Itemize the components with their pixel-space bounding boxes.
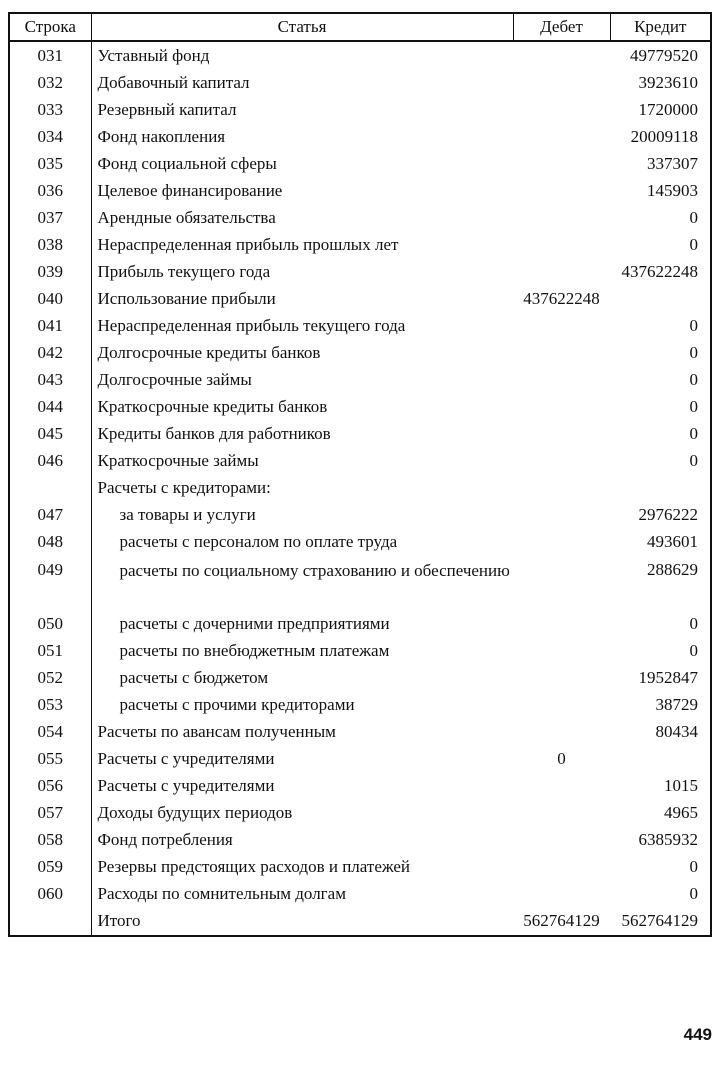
row-item: Нераспределенная прибыль прошлых лет <box>97 234 399 254</box>
row-credit: 0 <box>689 234 698 254</box>
total-credit: 562764129 <box>621 911 698 930</box>
row-credit <box>610 285 710 312</box>
ledger-table <box>10 14 710 935</box>
row-debit <box>513 41 610 69</box>
row-code: 055 <box>10 745 91 772</box>
row-credit: 337307 <box>647 153 698 173</box>
table-total-row <box>10 907 710 935</box>
row-debit <box>513 555 610 610</box>
row-code: 054 <box>10 718 91 745</box>
row-credit: 288629 <box>647 560 698 579</box>
ledger-sheet <box>8 12 712 937</box>
table-row <box>10 231 710 258</box>
row-debit <box>513 691 610 718</box>
row-item: расчеты с бюджетом <box>119 667 269 687</box>
row-code: 031 <box>10 41 91 69</box>
row-debit <box>513 853 610 880</box>
table-row <box>10 691 710 718</box>
row-item: Долгосрочные займы <box>97 369 252 389</box>
row-credit: 20009118 <box>630 126 698 146</box>
row-item: расчеты по социальному страхованию и обеспечению <box>119 561 510 580</box>
row-debit <box>513 204 610 231</box>
row-code: 039 <box>10 258 91 285</box>
table-row <box>10 745 710 772</box>
page-number: 449 <box>683 1025 712 1044</box>
row-credit: 2976222 <box>638 504 698 524</box>
table-row <box>10 366 710 393</box>
row-debit <box>513 420 610 447</box>
row-credit: 80434 <box>655 721 698 741</box>
row-debit <box>513 637 610 664</box>
row-code: 058 <box>10 826 91 853</box>
row-item: расчеты по внебюджетным платежам <box>119 640 390 660</box>
table-row <box>10 96 710 123</box>
row-code: 042 <box>10 339 91 366</box>
row-item: расчеты с дочерними предприятиями <box>119 613 390 633</box>
table-row <box>10 312 710 339</box>
table-row <box>10 880 710 907</box>
row-item: Расчеты с учредителями <box>97 775 275 795</box>
row-item: Расчеты по авансам полученным <box>97 721 336 741</box>
row-debit <box>513 258 610 285</box>
row-credit: 1015 <box>664 775 698 795</box>
row-credit: 0 <box>689 207 698 227</box>
row-credit: 437622248 <box>621 261 698 281</box>
row-credit: 0 <box>689 342 698 362</box>
table-row <box>10 799 710 826</box>
row-item: Фонд социальной сферы <box>97 153 277 173</box>
row-code: 041 <box>10 312 91 339</box>
row-debit <box>513 366 610 393</box>
row-debit <box>513 474 610 501</box>
row-debit <box>513 177 610 204</box>
row-debit <box>513 799 610 826</box>
row-credit: 0 <box>689 423 698 443</box>
row-credit: 0 <box>689 450 698 470</box>
row-item: Арендные обязательства <box>97 207 276 227</box>
row-credit: 0 <box>689 396 698 416</box>
table-row <box>10 853 710 880</box>
row-debit <box>513 528 610 555</box>
row-code: 036 <box>10 177 91 204</box>
row-item: Целевое финансирование <box>97 180 283 200</box>
table-row <box>10 718 710 745</box>
row-item: Использование прибыли <box>97 288 276 308</box>
table-row <box>10 69 710 96</box>
row-code: 043 <box>10 366 91 393</box>
total-debit: 562764129 <box>523 911 600 930</box>
table-header-row <box>10 14 710 41</box>
table-row <box>10 285 710 312</box>
row-credit: 0 <box>689 856 698 876</box>
row-debit <box>513 501 610 528</box>
row-debit <box>513 150 610 177</box>
row-code: 034 <box>10 123 91 150</box>
row-code <box>10 474 91 501</box>
total-code <box>10 907 91 935</box>
row-debit <box>513 393 610 420</box>
table-row <box>10 528 710 555</box>
table-body <box>10 41 710 935</box>
table-row <box>10 772 710 799</box>
row-item: Фонд потребления <box>97 829 233 849</box>
row-debit <box>513 772 610 799</box>
table-row <box>10 610 710 637</box>
row-item: Долгосрочные кредиты банков <box>97 342 321 362</box>
row-code: 059 <box>10 853 91 880</box>
row-item: Резервы предстоящих расходов и платежей <box>97 856 411 876</box>
row-code: 040 <box>10 285 91 312</box>
row-code: 045 <box>10 420 91 447</box>
row-credit: 6385932 <box>638 829 698 849</box>
table-row <box>10 637 710 664</box>
row-code: 044 <box>10 393 91 420</box>
table-row <box>10 501 710 528</box>
row-code: 049 <box>10 555 91 610</box>
row-item: расчеты с персоналом по оплате труда <box>119 531 398 551</box>
row-code: 038 <box>10 231 91 258</box>
row-credit: 0 <box>689 883 698 903</box>
row-item: Прибыль текущего года <box>97 261 271 281</box>
table-row <box>10 123 710 150</box>
table-row <box>10 555 710 610</box>
row-credit: 0 <box>689 315 698 335</box>
row-debit <box>513 880 610 907</box>
row-code: 056 <box>10 772 91 799</box>
row-credit: 0 <box>689 640 698 660</box>
header-code: Строка <box>10 14 91 41</box>
row-code: 060 <box>10 880 91 907</box>
row-debit <box>513 231 610 258</box>
total-label: Итого <box>97 911 141 930</box>
row-item: Резервный капитал <box>97 99 237 119</box>
row-item: Краткосрочные займы <box>97 450 259 470</box>
row-item: Нераспределенная прибыль текущего года <box>97 315 406 335</box>
row-code: 051 <box>10 637 91 664</box>
row-item: Добавочный капитал <box>97 72 250 92</box>
row-code: 035 <box>10 150 91 177</box>
header-item: Статья <box>91 14 513 41</box>
row-credit: 3923610 <box>638 72 698 92</box>
row-credit: 38729 <box>655 694 698 714</box>
row-code: 050 <box>10 610 91 637</box>
row-debit: 0 <box>557 748 566 768</box>
row-code: 046 <box>10 447 91 474</box>
row-debit <box>513 664 610 691</box>
header-debit: Дебет <box>513 14 610 41</box>
row-debit <box>513 123 610 150</box>
row-credit: 145903 <box>647 180 698 200</box>
table-row <box>10 258 710 285</box>
table-row <box>10 420 710 447</box>
row-code: 048 <box>10 528 91 555</box>
row-credit: 4965 <box>664 802 698 822</box>
row-debit <box>513 826 610 853</box>
row-credit <box>610 474 710 501</box>
row-code: 033 <box>10 96 91 123</box>
table-row <box>10 41 710 69</box>
row-credit: 0 <box>689 369 698 389</box>
row-credit: 49779520 <box>630 45 698 65</box>
table-row <box>10 664 710 691</box>
row-code: 053 <box>10 691 91 718</box>
row-code: 047 <box>10 501 91 528</box>
table-row <box>10 204 710 231</box>
row-debit <box>513 339 610 366</box>
row-item: за товары и услуги <box>119 504 256 524</box>
row-credit: 493601 <box>647 531 698 551</box>
row-item: Доходы будущих периодов <box>97 802 293 822</box>
header-credit: Кредит <box>610 14 710 41</box>
row-debit <box>513 312 610 339</box>
row-item: Расчеты с учредителями <box>97 748 275 768</box>
table-row <box>10 150 710 177</box>
row-debit <box>513 610 610 637</box>
row-debit <box>513 69 610 96</box>
row-credit <box>610 745 710 772</box>
row-debit <box>513 718 610 745</box>
row-debit: 437622248 <box>523 288 600 308</box>
row-item: расчеты с прочими кредиторами <box>119 694 355 714</box>
table-row <box>10 474 710 501</box>
table-row <box>10 339 710 366</box>
row-code: 052 <box>10 664 91 691</box>
row-code: 032 <box>10 69 91 96</box>
row-credit: 1952847 <box>638 667 698 687</box>
row-credit: 0 <box>689 613 698 633</box>
row-debit <box>513 96 610 123</box>
row-item: Уставный фонд <box>97 45 210 65</box>
row-code: 037 <box>10 204 91 231</box>
table-row <box>10 393 710 420</box>
row-item: Расходы по сомнительным долгам <box>97 883 346 903</box>
table-row <box>10 177 710 204</box>
row-item: Кредиты банков для работников <box>97 423 331 443</box>
row-debit <box>513 447 610 474</box>
table-row <box>10 447 710 474</box>
row-item: Расчеты с кредиторами: <box>97 477 271 497</box>
row-code: 057 <box>10 799 91 826</box>
row-item: Фонд накопления <box>97 126 226 146</box>
row-item: Краткосрочные кредиты банков <box>97 396 328 416</box>
table-row <box>10 826 710 853</box>
row-credit: 1720000 <box>638 99 698 119</box>
